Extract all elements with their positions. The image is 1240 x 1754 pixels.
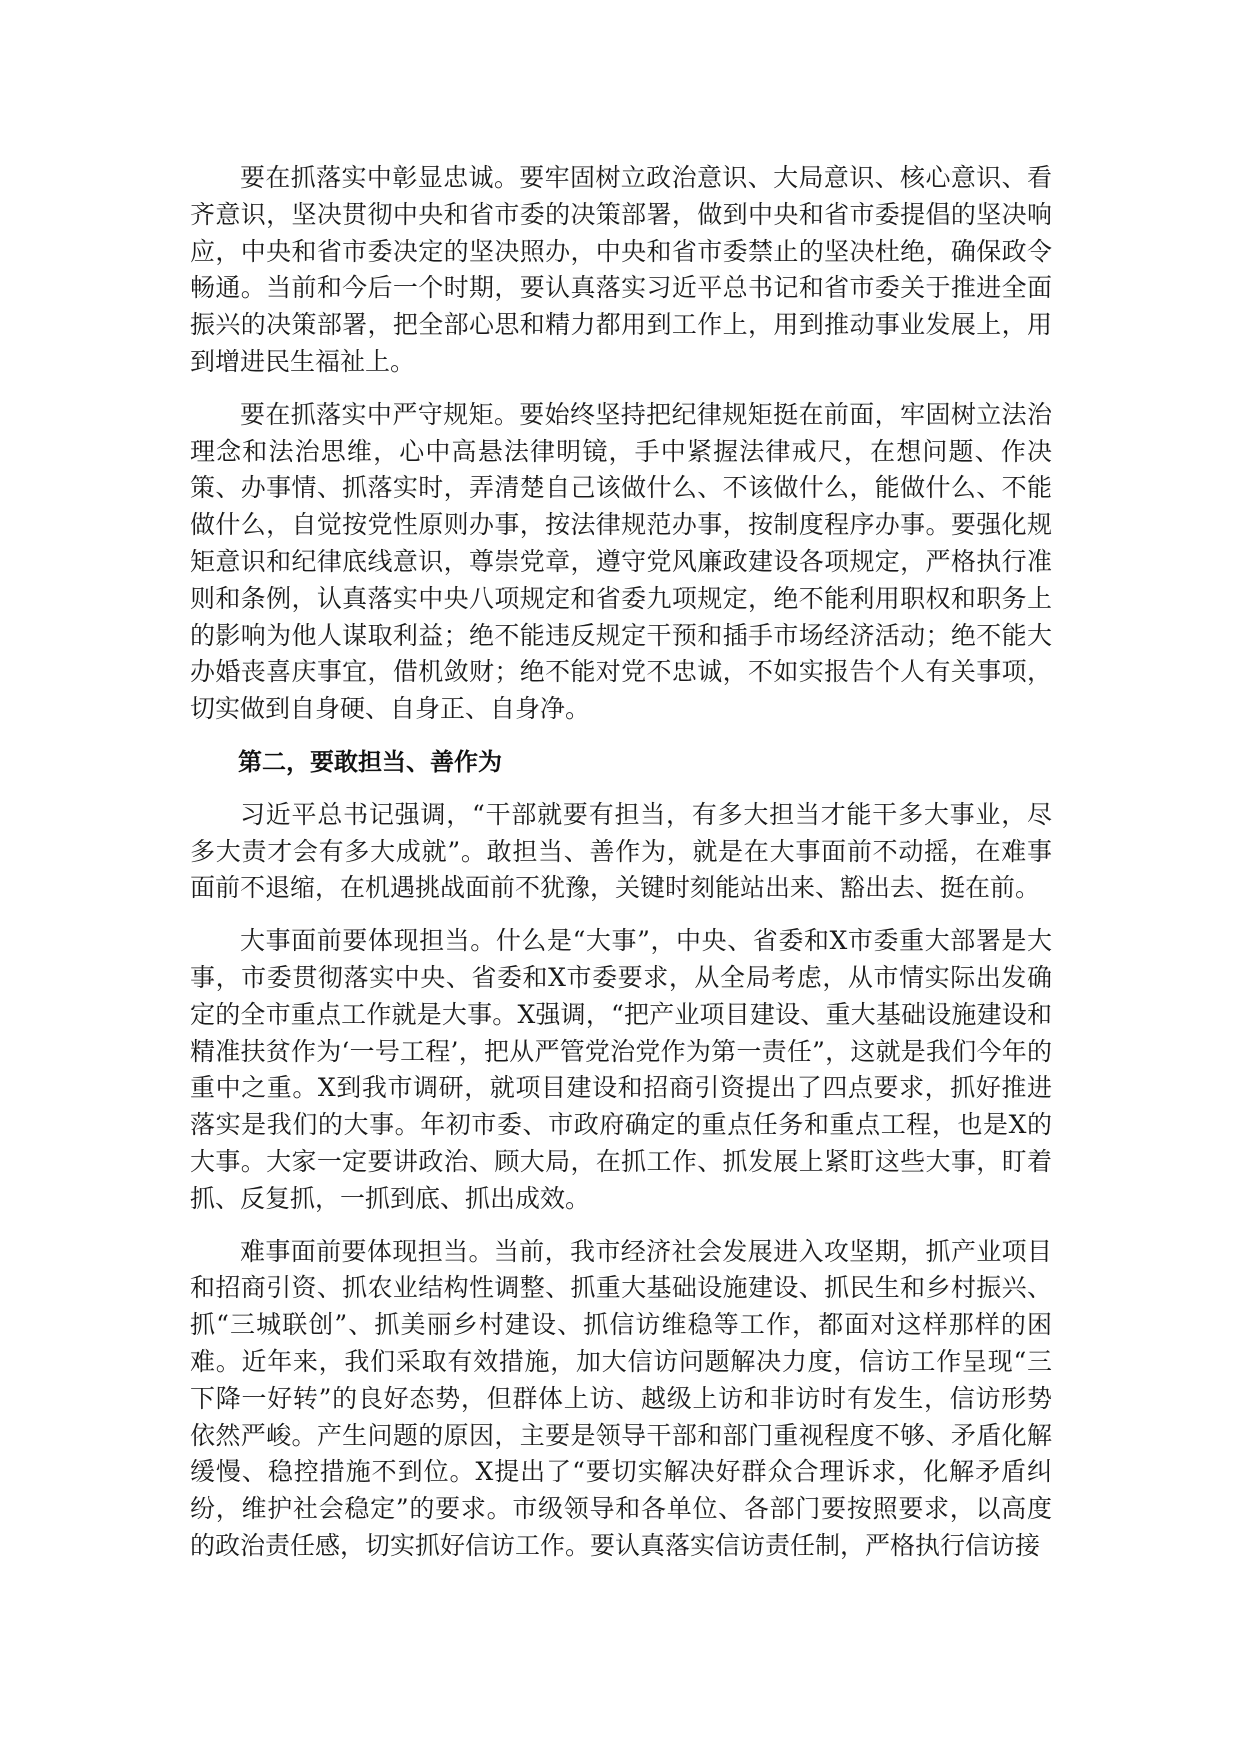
paragraph-responsibility: 习近平总书记强调，“干部就要有担当，有多大担当才能干多大事业，尽多大责才会有多大成就”。敢担当、善作为，就是在大事面前不动摇，在难事面前不退缩，在机遇挑战面前不犹豫，关键时刻能站出来、豁出去、挺在前。 bbox=[190, 799, 1052, 903]
document-body bbox=[190, 160, 1052, 1581]
paragraph-major-matters: 大事面前要体现担当。什么是“大事”，中央、省委和X市委重大部署是大事，市委贯彻落实中央、省委和X市委要求，从全局考虑，从市情实际出发确定的全市重点工作就是大事。X强调，“把产业项目建设、重大基础设施建设和精准扶贫作为‘一号工程’，把从严管党治党作为第一责任”，这就是我们今年的重中之重。X到我市调研，就项目建设和招商引资提出了四点要求，抓好推进落实是我们的大事。年初市委、市政府确定的重点任务和重点工程，也是X的大事。大家一定要讲政治、顾大局，在抓工作、抓发展上紧盯这些大事，盯着抓、反复抓，一抓到底、抓出成效。 bbox=[190, 926, 1052, 1213]
paragraph-difficult-matters: 难事面前要体现担当。当前，我市经济社会发展进入攻坚期，抓产业项目和招商引资、抓农业结构性调整、抓重大基础设施建设、抓民生和乡村振兴、抓“三城联创”、抓美丽乡村建设、抓信访维稳等工作，都面对这样那样的困难。近年来，我们采取有效措施，加大信访问题解决力度，信访工作呈现“三下降一好转”的良好态势，但群体上访、越级上访和非访时有发生，信访形势依然严峻。产生问题的原因，主要是领导干部和部门重视程度不够、矛盾化解缓慢、稳控措施不到位。X提出了“要切实解决好群众合理诉求，化解矛盾纠纷，维护社会稳定”的要求。市级领导和各单位、各部门要按照要求，以高度的政治责任感，切实抓好信访工作。要认真落实信访责任制，严格执行信访接 bbox=[190, 1236, 1052, 1560]
paragraph-rules: 要在抓落实中严守规矩。要始终坚持把纪律规矩挺在前面，牢固树立法治理念和法治思维，心中高悬法律明镜，手中紧握法律戒尺，在想问题、作决策、办事情、抓落实时，弄清楚自己该做什么、不该做什么，能做什么、不能做什么，自觉按党性原则办事，按法律规范办事，按制度程序办事。要强化规矩意识和纪律底线意识，尊崇党章，遵守党风廉政建设各项规定，严格执行准则和条例，认真落实中央八项规定和省委九项规定，绝不能利用职权和职务上的影响为他人谋取利益；绝不能违反规定干预和插手市场经济活动；绝不能大办婚丧喜庆事宜，借机敛财；绝不能对党不忠诚，不如实报告个人有关事项，切实做到自身硬、自身正、自身净。 bbox=[190, 399, 1052, 724]
paragraph-loyalty: 要在抓落实中彰显忠诚。要牢固树立政治意识、大局意识、核心意识、看齐意识，坚决贯彻中央和省市委的决策部署，做到中央和省市委提倡的坚决响应，中央和省市委决定的坚决照办，中央和省市委禁止的坚决杜绝，确保政令畅通。当前和今后一个时期，要认真落实习近平总书记和省市委关于推进全面振兴的决策部署，把全部心思和精力都用到工作上，用到推动事业发展上，用到增进民生福祉上。 bbox=[190, 163, 1052, 376]
section-heading: 第二，要敢担当、善作为 bbox=[238, 747, 502, 776]
